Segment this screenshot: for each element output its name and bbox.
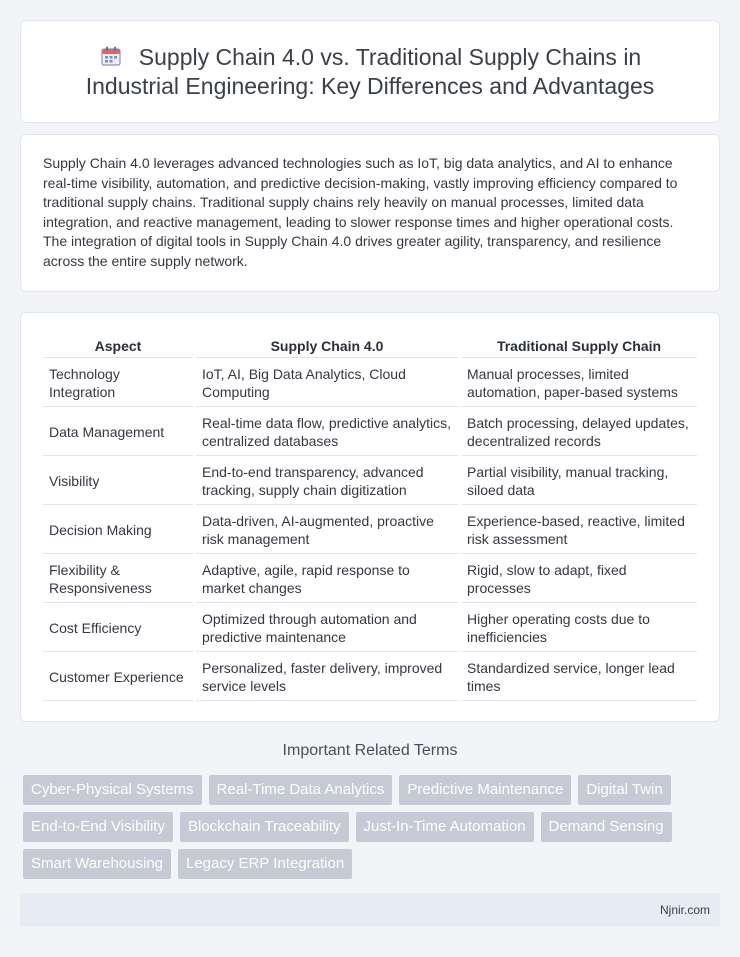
cell-supply-chain-4: Adaptive, agile, rapid response to market changes [196, 554, 458, 603]
cell-traditional: Manual processes, limited automation, paper-based systems [461, 358, 697, 407]
cell-traditional: Experience-based, reactive, limited risk assessment [461, 505, 697, 554]
related-term-tag[interactable]: Predictive Maintenance [399, 775, 571, 805]
cell-supply-chain-4: IoT, AI, Big Data Analytics, Cloud Computing [196, 358, 458, 407]
cell-aspect: Visibility [43, 456, 193, 505]
related-terms-heading: Important Related Terms [282, 742, 458, 759]
table-row [43, 358, 697, 407]
table-row [43, 554, 697, 603]
table-row [43, 456, 697, 505]
calendar-icon [99, 44, 123, 68]
intro-card [20, 134, 720, 292]
cell-traditional: Higher operating costs due to inefficiencies [461, 603, 697, 652]
cell-aspect: Cost Efficiency [43, 603, 193, 652]
cell-supply-chain-4: End-to-end transparency, advanced tracking, supply chain digitization [196, 456, 458, 505]
table-header-row [43, 333, 697, 358]
cell-supply-chain-4: Real-time data flow, predictive analytics, centralized databases [196, 407, 458, 456]
table-row [43, 407, 697, 456]
comparison-table-card [20, 312, 720, 722]
cell-aspect: Flexibility & Responsiveness [43, 554, 193, 603]
cell-traditional: Standardized service, longer lead times [461, 652, 697, 701]
related-terms-list [23, 775, 723, 879]
related-term-tag[interactable]: Digital Twin [578, 775, 670, 805]
related-term-tag[interactable]: End-to-End Visibility [23, 812, 173, 842]
cell-aspect: Decision Making [43, 505, 193, 554]
cell-aspect: Customer Experience [43, 652, 193, 701]
table-row [43, 505, 697, 554]
cell-supply-chain-4: Optimized through automation and predictive maintenance [196, 603, 458, 652]
page-title [21, 43, 719, 101]
related-term-tag[interactable]: Legacy ERP Integration [178, 849, 352, 879]
related-term-tag[interactable]: Blockchain Traceability [180, 812, 349, 842]
title-card [20, 20, 720, 123]
table-row [43, 652, 697, 701]
cell-traditional: Partial visibility, manual tracking, siloed data [461, 456, 697, 505]
related-term-tag[interactable]: Real-Time Data Analytics [209, 775, 393, 805]
table-row [43, 603, 697, 652]
header-traditional: Traditional Supply Chain [461, 333, 697, 358]
intro-paragraph: Supply Chain 4.0 leverages advanced technologies such as IoT, big data analytics, and AI to enhance real-time visibility, automation, and predictive decision-making, vastly improving efficiency compared to traditional supply chains. Traditional supply chains rely heavily on manual processes, limited data integration, and reactive management, leading to slower response times and higher operational costs. The integration of digital tools in Supply Chain 4.0 drives greater agility, transparency, and resilience across the entire supply network. [43, 155, 678, 269]
source-link[interactable]: Njnir.com [659, 903, 710, 917]
cell-traditional: Rigid, slow to adapt, fixed processes [461, 554, 697, 603]
related-term-tag[interactable]: Just-In-Time Automation [356, 812, 534, 842]
cell-supply-chain-4: Data-driven, AI-augmented, proactive risk management [196, 505, 458, 554]
cell-aspect: Technology Integration [43, 358, 193, 407]
cell-supply-chain-4: Personalized, faster delivery, improved service levels [196, 652, 458, 701]
footer [20, 893, 720, 926]
related-term-tag[interactable]: Demand Sensing [541, 812, 672, 842]
comparison-table [43, 333, 697, 701]
cell-aspect: Data Management [43, 407, 193, 456]
related-term-tag[interactable]: Cyber-Physical Systems [23, 775, 202, 805]
header-aspect: Aspect [43, 333, 193, 358]
header-supply-chain-4: Supply Chain 4.0 [196, 333, 458, 358]
related-term-tag[interactable]: Smart Warehousing [23, 849, 171, 879]
title-text: Supply Chain 4.0 vs. Traditional Supply Chains in Industrial Engineering: Key Differences and Advantages [85, 43, 655, 99]
cell-traditional: Batch processing, delayed updates, decentralized records [461, 407, 697, 456]
